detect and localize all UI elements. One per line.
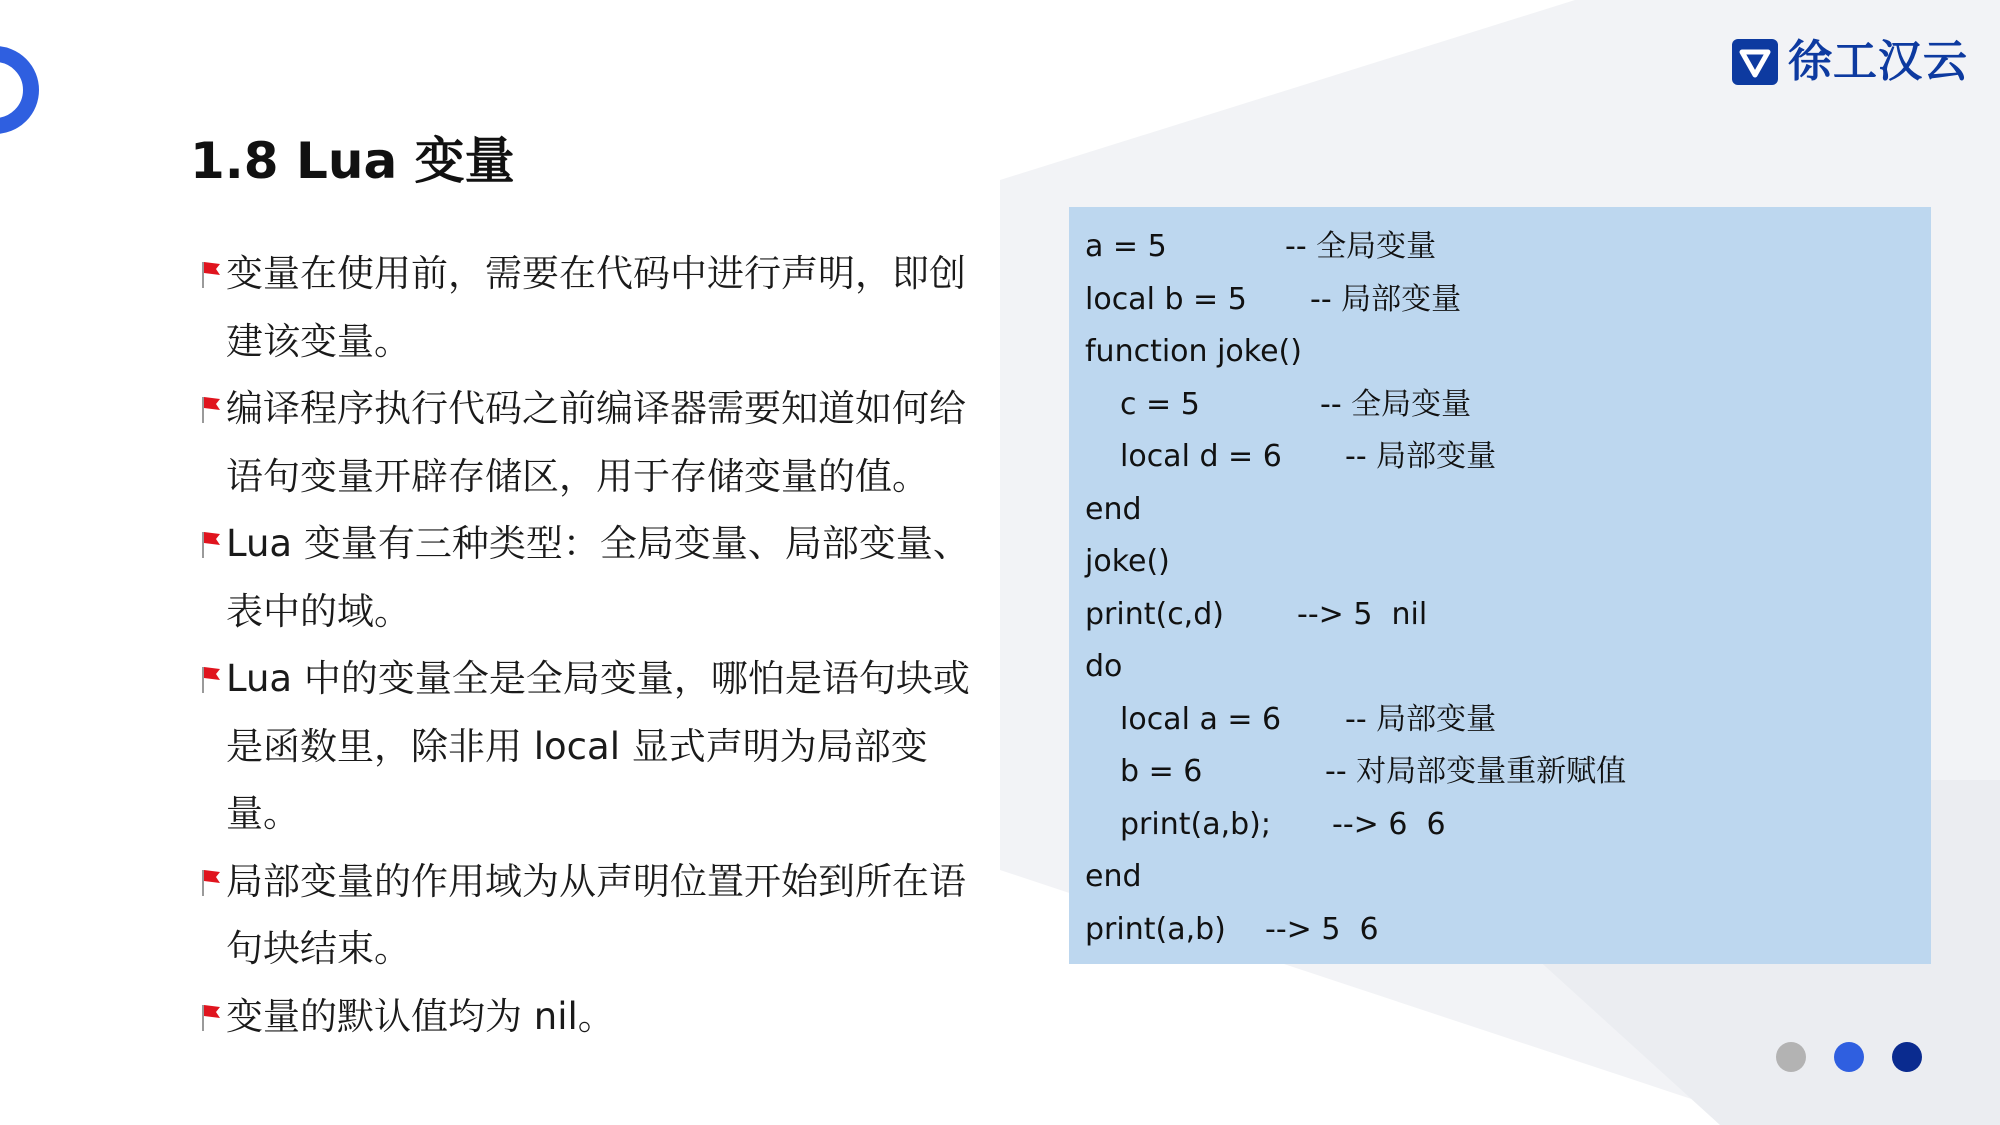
- code-line: [1085, 589, 1931, 642]
- code-line: [1085, 379, 1931, 432]
- flag-icon: [200, 868, 222, 898]
- bullet-item: [198, 645, 988, 848]
- logo-shield-icon: [1730, 37, 1780, 87]
- code-line: [1085, 799, 1931, 852]
- bullet-item: [198, 510, 988, 645]
- bullet-item: [198, 240, 988, 375]
- code-line: [1085, 851, 1931, 904]
- code-text: c = 5: [1120, 386, 1200, 422]
- code-block: [1069, 207, 1931, 964]
- code-text: b = 6: [1120, 754, 1203, 789]
- code-line: [1085, 536, 1931, 589]
- code-text: a = 5: [1085, 229, 1167, 264]
- bullet-item: [198, 375, 988, 510]
- code-text: local d = 6: [1120, 439, 1282, 474]
- bullet-text: Lua 中的变量全是全局变量，哪怕是语句块或是函数里，除非用 local 显式声明为局部变量。: [226, 657, 970, 835]
- code-line: [1085, 221, 1931, 274]
- code-comment: -- 局部变量: [1345, 701, 1497, 737]
- flag-icon: [200, 260, 222, 290]
- code-text: end: [1085, 859, 1142, 894]
- bullet-text: 局部变量的作用域为从声明位置开始到所在语句块结束。: [226, 859, 966, 970]
- code-comment: -- 全局变量: [1320, 386, 1472, 422]
- code-text: local b = 5: [1085, 281, 1247, 317]
- flag-icon: [200, 530, 222, 560]
- code-comment: -- 局部变量: [1345, 439, 1497, 474]
- page-title: 1.8 Lua 变量: [190, 132, 515, 190]
- code-comment: -- 全局变量: [1285, 229, 1437, 264]
- code-line: [1085, 641, 1931, 694]
- code-text: do: [1085, 649, 1123, 684]
- code-line: [1085, 274, 1931, 327]
- code-text: print(a,b);: [1120, 806, 1271, 842]
- code-comment: --> 5 nil: [1297, 596, 1428, 632]
- pagination-dot[interactable]: [1834, 1042, 1864, 1072]
- code-text: local a = 6: [1120, 701, 1282, 737]
- bullet-text: 变量在使用前，需要在代码中进行声明，即创建该变量。: [226, 252, 966, 363]
- code-text: end: [1085, 491, 1142, 527]
- code-text: print(a,b): [1085, 911, 1226, 947]
- code-line: [1085, 746, 1931, 799]
- flag-icon: [200, 395, 222, 425]
- code-comment: --> 6 6: [1332, 806, 1446, 842]
- bullet-item: [198, 983, 988, 1051]
- bullet-item: [198, 848, 988, 983]
- code-comment: -- 对局部变量重新赋值: [1325, 754, 1627, 789]
- bullet-list: [198, 240, 988, 1050]
- pagination-dots: [1776, 1042, 1922, 1072]
- code-text: joke(): [1085, 544, 1170, 579]
- code-text: print(c,d): [1085, 596, 1224, 632]
- accent-ring-icon: [0, 40, 45, 140]
- code-line: [1085, 904, 1931, 957]
- code-line: [1085, 431, 1931, 484]
- bullet-text: Lua 变量有三种类型：全局变量、局部变量、表中的域。: [226, 522, 970, 633]
- company-logo: [1730, 34, 1968, 90]
- code-comment: -- 局部变量: [1310, 281, 1462, 317]
- code-comment: --> 5 6: [1265, 911, 1379, 947]
- flag-icon: [200, 665, 222, 695]
- code-line: [1085, 326, 1931, 379]
- bullet-text: 编译程序执行代码之前编译器需要知道如何给语句变量开辟存储区，用于存储变量的值。: [226, 387, 966, 498]
- code-line: [1085, 484, 1931, 537]
- pagination-dot[interactable]: [1776, 1042, 1806, 1072]
- flag-icon: [200, 1003, 222, 1033]
- code-line: [1085, 694, 1931, 747]
- code-text: function joke(): [1085, 334, 1302, 369]
- bullet-text: 变量的默认值均为 nil。: [226, 994, 615, 1038]
- logo-text: 徐工汉云: [1788, 36, 1968, 87]
- pagination-dot[interactable]: [1892, 1042, 1922, 1072]
